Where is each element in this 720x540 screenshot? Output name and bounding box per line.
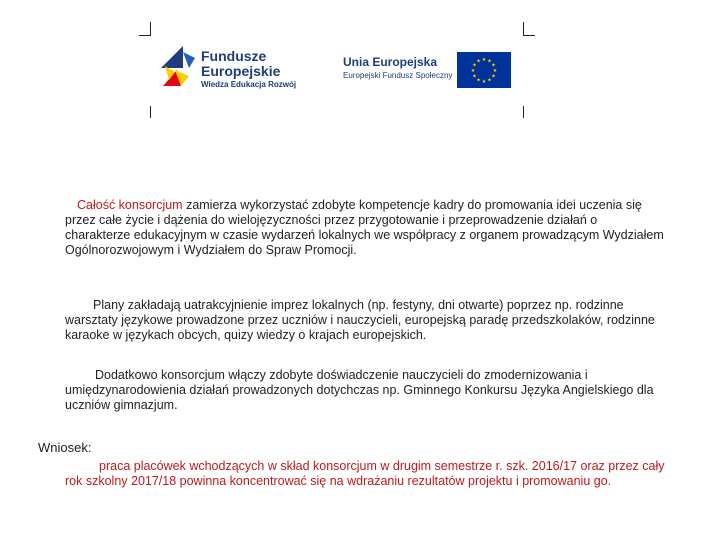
conclusion-label: Wniosek: [38, 440, 92, 455]
ue-logo-line2: Europejski Fundusz Społeczny [343, 71, 453, 80]
crop-mark [523, 35, 535, 36]
svg-text:★: ★ [481, 57, 487, 63]
paragraph-additionally-text: Dodatkowo konsorcjum włączy zdobyte doświadczenie nauczycieli do zmodernizowania i umiędzynarodowienia działań prowadzonych dotychczas np. Gminnego Konkursu Języka Angielskiego dla uczniów gimnazjum. [65, 368, 654, 412]
crop-mark [150, 106, 151, 118]
paragraph-lead: Całość konsorcjum [77, 198, 183, 212]
paragraph-consortium [65, 198, 665, 258]
paragraph-additionally [65, 368, 665, 413]
fe-logo-line3: Wiedza Edukacja Rozwój [201, 80, 297, 89]
paragraph-plans-text: Plany zakładają uatrakcyjnienie imprez lokalnych (np. festyny, dni otwarte) poprzez np. rodzinne warsztaty językowe prowadzone przez uczniów i nauczycieli, europejską paradę przedszkolaków, rodzinne karaoke w językach obcych, quizy wiedzy o krajach europejskich. [65, 298, 655, 342]
conclusion-text: praca placówek wchodzących w skład konsorcjum w drugim semestrze r. szk. 2016/17 oraz przez cały rok szkolny 2017/18 powinna koncentrować się na wdrażaniu rezultatów projektu i promowaniu go. [65, 459, 665, 488]
paragraph-plans [65, 298, 665, 343]
crop-mark [139, 35, 151, 36]
conclusion-text-block [65, 459, 665, 489]
logo-bar [155, 38, 525, 108]
svg-text:★: ★ [491, 73, 496, 80]
paragraph-body: zamierza wykorzystać zdobyte kompetencje kadry do promowania idei uczenia się przez całe życie i dążenia do wielojęzyczności przez przygotowanie i przeprowadzenie działań o charakterze edukacyjnym w czasie wydarzeń lokalnych we współpracy z organem prowadzącym Wydziałem Ogólnorozwojowym i Wydziałem do Spraw Promocji. [65, 198, 664, 257]
fe-logo-line2: Europejskie [201, 63, 281, 79]
svg-text:★: ★ [487, 77, 492, 84]
fe-logo-line1: Fundusze [201, 48, 267, 64]
svg-text:★: ★ [487, 58, 492, 65]
ue-logo-text [343, 54, 452, 82]
eu-flag-icon [457, 52, 511, 88]
svg-text:★: ★ [472, 73, 477, 80]
svg-text:★: ★ [481, 79, 487, 85]
fe-logo-text [201, 49, 296, 90]
svg-text:★: ★ [476, 58, 481, 65]
crop-mark [523, 22, 524, 36]
svg-text:★: ★ [470, 68, 476, 74]
svg-text:★: ★ [492, 68, 498, 74]
fundusze-europejskie-logo-icon [161, 46, 195, 88]
svg-text:★: ★ [472, 62, 477, 69]
svg-text:★: ★ [491, 62, 496, 69]
svg-text:★: ★ [476, 77, 481, 84]
ue-logo-line1: Unia Europejska [343, 55, 438, 69]
crop-mark [150, 22, 151, 36]
